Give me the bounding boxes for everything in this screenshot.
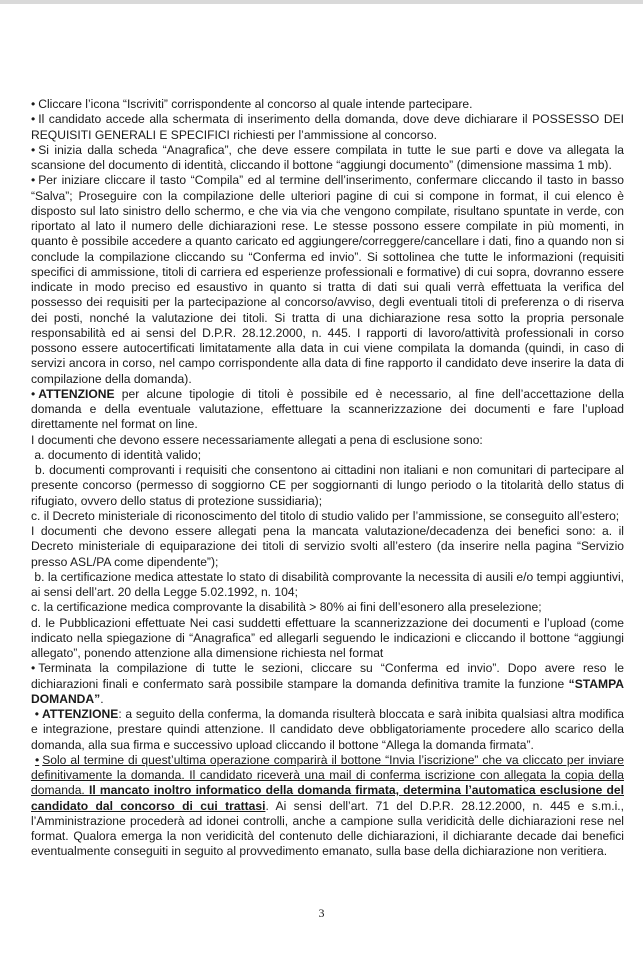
- instruction-paragraph: • Per iniziare cliccare il tasto “Compila” ed al termine dell’inserimento, confermare cliccando il tasto in basso “Salva”; Proseguire con la compilazione delle ulteriori pagine di cui si compone in format, il cui elenco è disposto sul lato sinistro dello schermo, e che via via che vengono compilate, risultano spuntate in verde, con riportato al lato il numero delle dichiarazioni rese. Le stesse possono essere compilate in più momenti, in quanto è possibile accedere a quanto caricato ed aggiungere/correggere/cancellare i dati, fino a quando non si conclude la compilazione cliccando su “Conferma ed invio”. Si sottolinea che tutte le informazioni (requisiti specifici di ammissione, titoli di carriera ed esperienze professionali e formative) di cui sopra, dovranno essere indicate in modo preciso ed esaustivo in quanto si tratta di dati sui quali verrà effettuata la verifica del possesso dei requisiti per la partecipazione al concorso/avviso, degli eventuali titoli di preferenza o di riserva dei posti, nonché la valutazione dei titoli. Si tratta di una dichiarazione resa sotto la propria personale responsabilità ed ai sensi del D.P.R. 28.12.2000, n. 445. I rapporti di lavoro/attività professionali in corso possono essere autocertificati limitatamente alla data in cui viene compilata la domanda (quindi, in caso di servizi ancora in corso, nel campo corrispondente alla data di fine rapporto il candidato deve inserire la data di compilazione della domanda).: [31, 173, 624, 386]
- bullet-icon: •: [31, 97, 36, 111]
- bullet-icon: •: [31, 112, 36, 127]
- list-item: a. documento di identità valido;: [34, 447, 202, 462]
- required-documents-intro: I documenti che devono essere necessariamente allegati a pena di esclusione sono:: [31, 432, 483, 447]
- bullet-icon: •: [31, 661, 36, 676]
- optional-documents-intro: I documenti che devono essere allegati pena la mancata valutazione/decadenza dei benefici sono: a. il Decreto ministeriale di equiparazione dei titoli di servizio svolti all’estero (da inserire nella pagina “Servizio presso ASL/PA come dipendente”);: [31, 524, 624, 569]
- final-paragraph: • Solo al termine di quest’ultima operazione comparirà il bottone “Invia l’iscrizione” che va cliccato per inviare definitivamente la domanda. Il candidato riceverà una mail di conferma iscrizione con allegata la copia della domanda. Il mancato inoltro informatico della domanda firmata, determina l’automatica esclusione del candidato dal concorso di cui trattasi. Ai sensi dell’art. 71 del D.P.R. 28.12.2000, n. 445 e s.m.i., l’Amministrazione procederà ad idonei controlli, anche a campione sulla veridicità delle dichiarazioni rese nel format. Qualora emerga la non veridicità del contenuto delle dichiarazioni, il dichiarante decade dai benefici eventualmente conseguiti in seguito al provvedimento emanato, sulla base della dichiarazione non veritiera.: [31, 752, 624, 859]
- attention-label: ATTENZIONE: [41, 707, 119, 721]
- list-item: b. la certificazione medica attestate lo stato di disabilità comprovante la necessita di ausili e/o tempi aggiuntivi, ai sensi dell’art. 20 della Legge 5.02.1992, n. 104;: [31, 569, 624, 599]
- exclusion-warning: Il mancato inoltro informatico della domanda firmata, determina l’automatica esclusione del candidato dal concorso di cui trattasi: [31, 783, 624, 813]
- list-item: d. le Pubblicazioni effettuate Nei casi suddetti effettuare la scannerizzazione dei documenti e l’upload (come indicato nella spiegazione di “Anagrafica” ed allegarli seguendo le indicazioni e cliccando il bottone “aggiungi allegato”, ponendo attenzione alla dimensione richiesta nel format: [31, 615, 624, 660]
- list-item: c. il Decreto ministeriale di riconoscimento del titolo di studio valido per l’ammissione, se conseguito all’estero;: [31, 508, 620, 523]
- instruction-paragraph: • Il candidato accede alla schermata di inserimento della domanda, dove deve dichiarare il POSSESSO DEI REQUISITI GENERALI E SPECIFICI richiesti per l’ammissione al concorso.: [31, 112, 624, 142]
- scan-top-edge: [0, 0, 643, 4]
- attention-paragraph: • ATTENZIONE per alcune tipologie di titoli è possibile ed è necessario, al fine dell’accettazione della domanda e della eventuale valutazione, effettuare la scannerizzazione dei documenti e fare l’upload direttamente nel format on line.: [31, 386, 624, 432]
- bullet-icon: •: [31, 173, 36, 188]
- bullet-icon: •: [31, 386, 36, 401]
- attention-paragraph: • ATTENZIONE: a seguito della conferma, la domanda risulterà bloccata e sarà inibita qualsiasi altra modifica e integrazione, prestare quindi attenzione. Il candidato deve obbligatoriamente procedere allo scarico della domanda, alla sua firma e successivo upload cliccando il bottone “Allega la domanda firmata”.: [31, 707, 624, 752]
- document-body: [31, 97, 624, 860]
- list-item: c. la certificazione medica comprovante la disabilità > 80% ai fini dell’esonero alla preselezione;: [31, 600, 542, 615]
- page-number: 3: [318, 906, 325, 920]
- underlined-text: Solo al termine di quest’ultima operazione comparirà il bottone “Invia l’iscrizione” che va cliccato per inviare definitivamente la domanda. Il candidato riceverà una mail di conferma iscrizione con allegata la copia della domanda.: [31, 752, 624, 798]
- bullet-icon: •: [34, 707, 39, 721]
- instruction-paragraph: • Si inizia dalla scheda “Anagrafica”, che deve essere compilata in tutte le sue parti e dove va allegata la scansione del documento di identità, cliccando il bottone “aggiungi documento” (dimensione massima 1 mb).: [31, 142, 624, 172]
- instruction-paragraph: • Cliccare l’icona “Iscriviti” corrispondente al concorso al quale intende partecipare.: [31, 97, 473, 111]
- list-item: b. documenti comprovanti i requisiti che consentono ai cittadini non italiani e non comunitari di partecipare al presente concorso (permesso di soggiorno CE per soggiornanti di lungo periodo o la titolarità dello status di rifugiato, ovvero dello status di protezione sussidiaria);: [31, 463, 624, 508]
- bullet-icon: •: [31, 142, 36, 157]
- bullet-icon: •: [34, 752, 40, 767]
- print-function-label: “STAMPA DOMANDA”: [31, 676, 624, 706]
- instruction-paragraph: • Terminata la compilazione di tutte le sezioni, cliccare su “Conferma ed invio”. Dopo avere reso le dichiarazioni finali e confermato sarà possibile stampare la domanda definitiva tramite la funzione “STAMPA DOMANDA”.: [31, 661, 624, 706]
- attention-label: ATTENZIONE: [38, 386, 115, 401]
